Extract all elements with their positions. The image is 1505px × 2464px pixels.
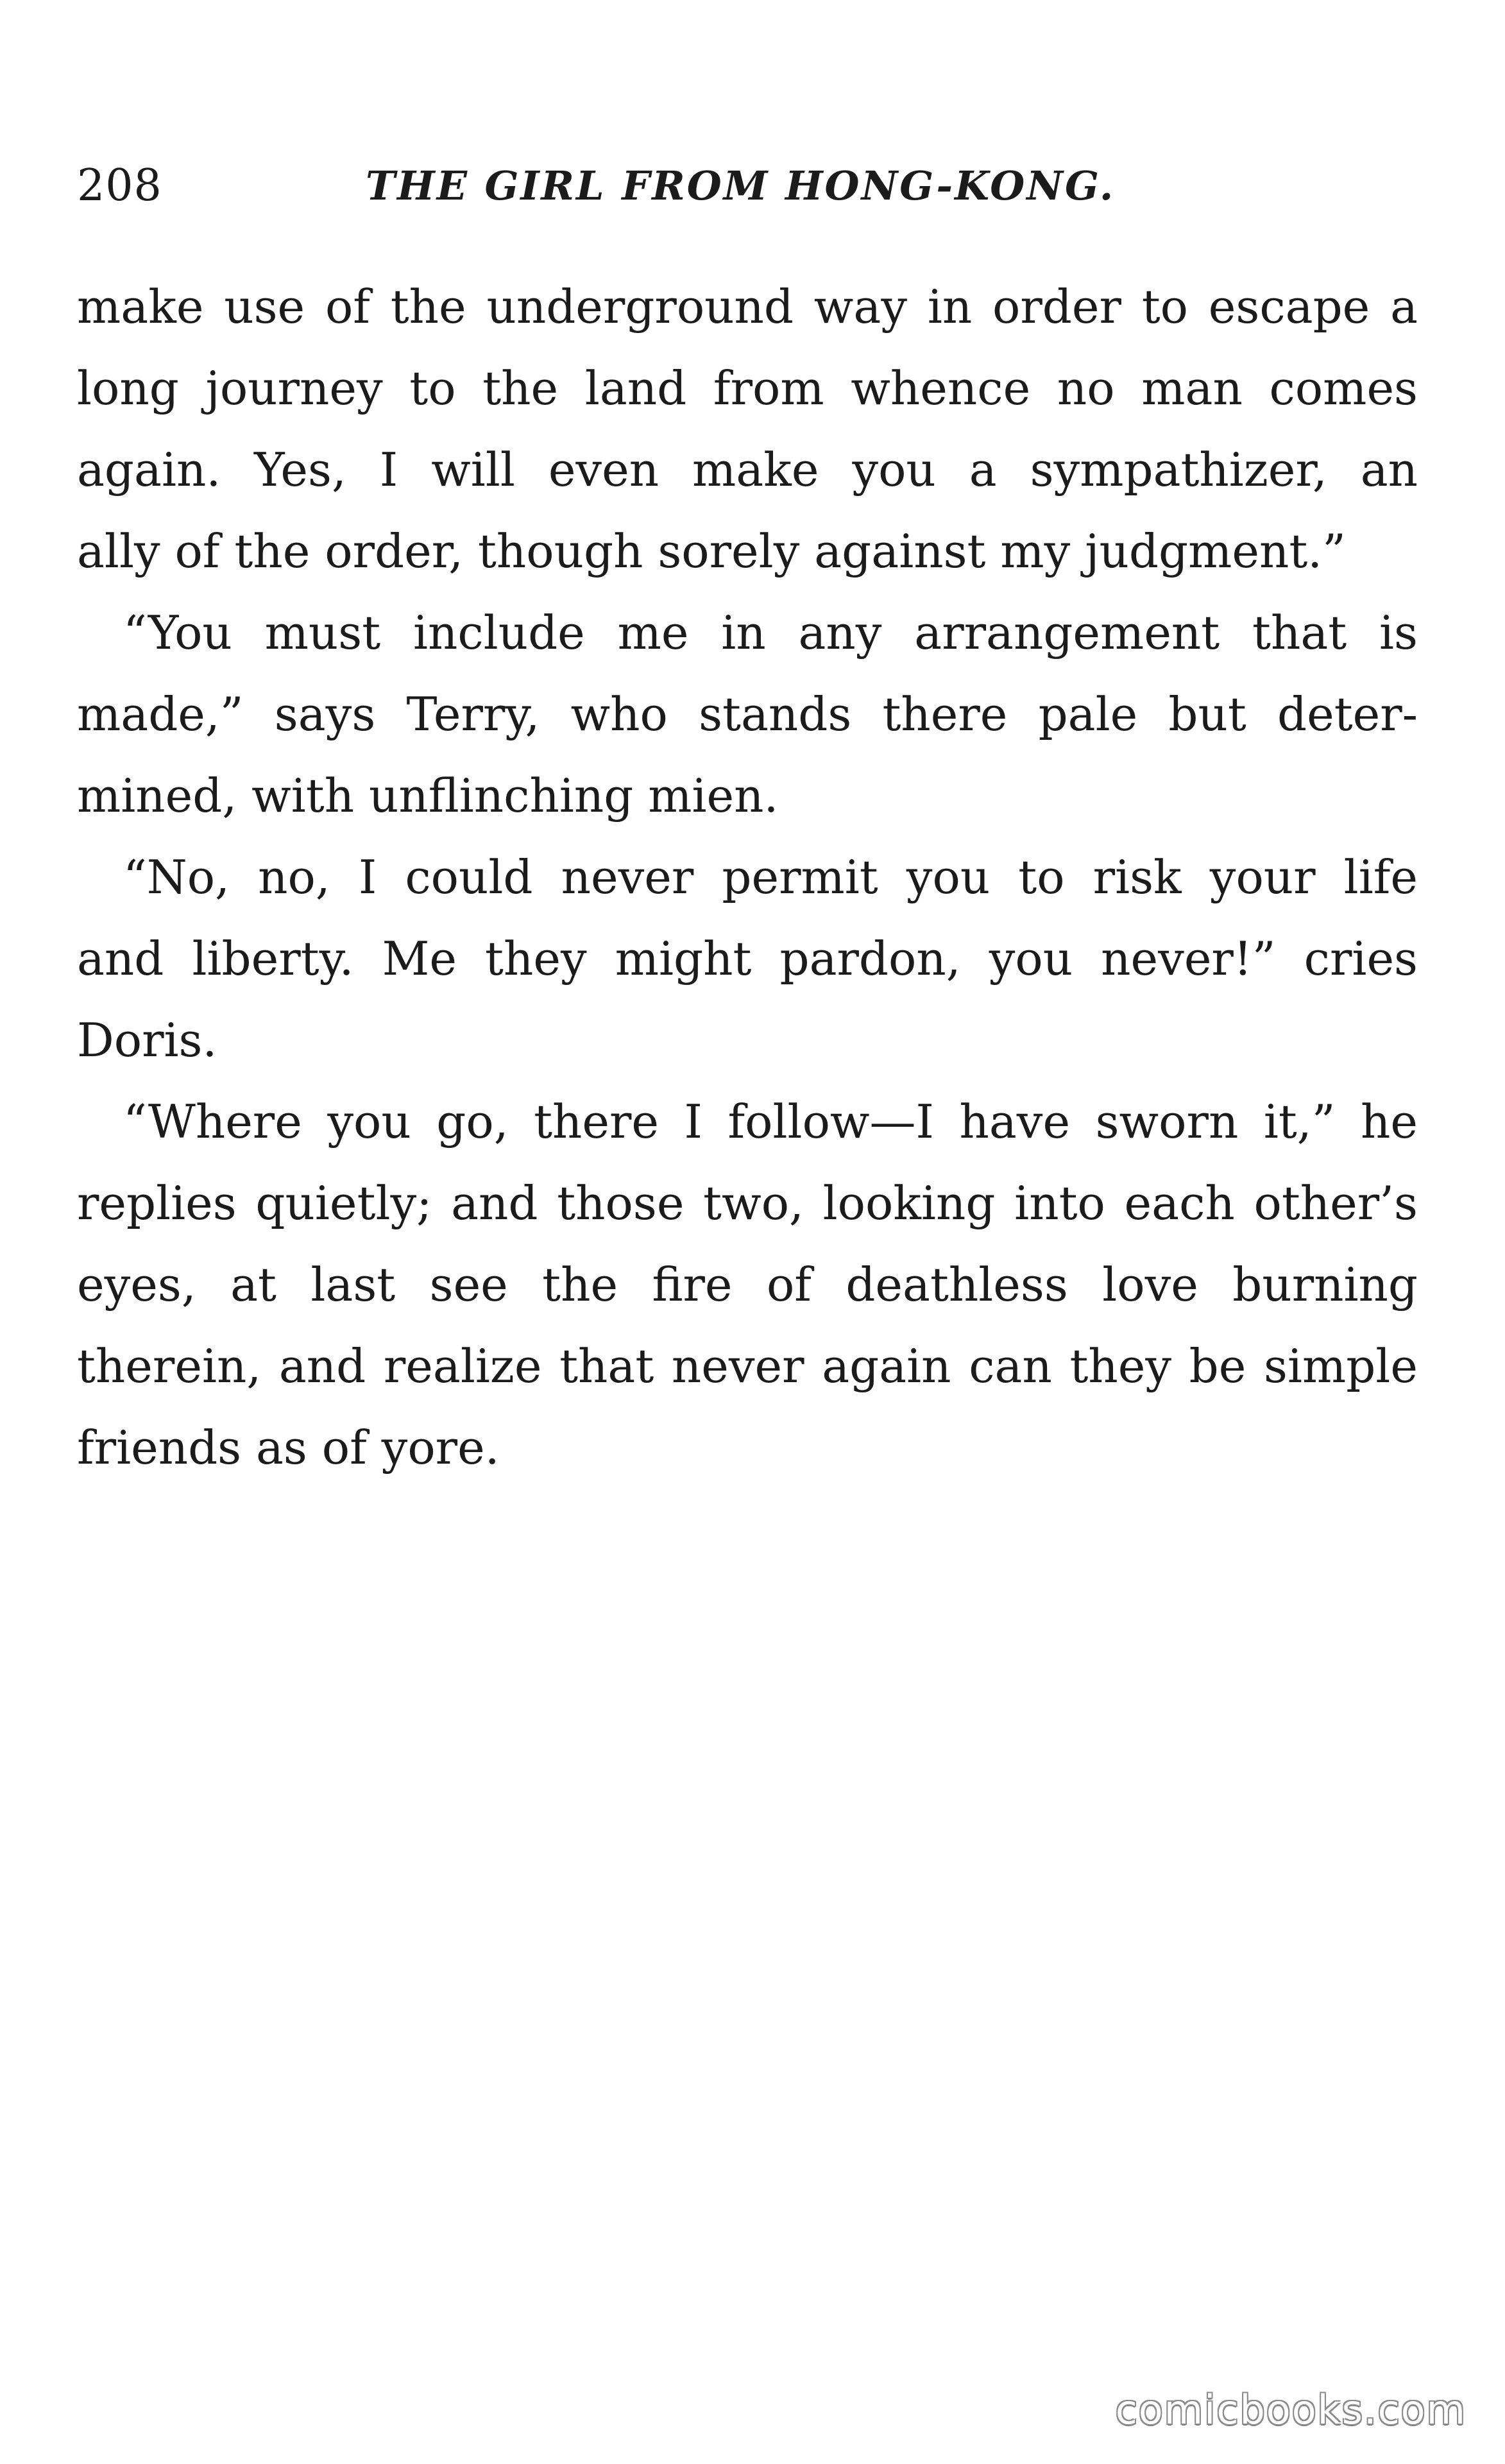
text-line: eyes, at last see the fire of deathless love burning: [77, 1258, 1418, 1312]
text-line: replies quietly; and those two, looking into each other’s: [77, 1176, 1418, 1230]
watermark: comicbooks.com: [1115, 2386, 1467, 2433]
text-line: mined, with unflinching mien.: [77, 769, 779, 823]
text-line: ally of the order, though sorely against my judgment.”: [77, 524, 1346, 578]
text-line: friends as of yore.: [77, 1421, 500, 1475]
page-header: [77, 160, 1411, 231]
text-line: therein, and realize that never again can they be simple: [77, 1339, 1418, 1393]
body-text: [77, 266, 1418, 1489]
text-line: “No, no, I could never permit you to risk your life: [123, 850, 1418, 904]
text-line: made,” says Terry, who stands there pale but deter-: [77, 687, 1418, 741]
page-number: 208: [77, 160, 162, 211]
text-line: “You must include me in any arrangement that is: [123, 606, 1418, 660]
text-line: long journey to the land from whence no man comes: [77, 361, 1418, 415]
running-title: THE GIRL FROM HONG-KONG.: [366, 162, 1116, 209]
text-line: and liberty. Me they might pardon, you never!” cries: [77, 932, 1418, 986]
text-line: Doris.: [77, 1013, 217, 1067]
text-line: again. Yes, I will even make you a sympathizer, an: [77, 443, 1418, 497]
text-line: make use of the underground way in order to escape a: [77, 280, 1418, 334]
text-line: “Where you go, there I follow—I have sworn it,” he: [123, 1095, 1418, 1149]
